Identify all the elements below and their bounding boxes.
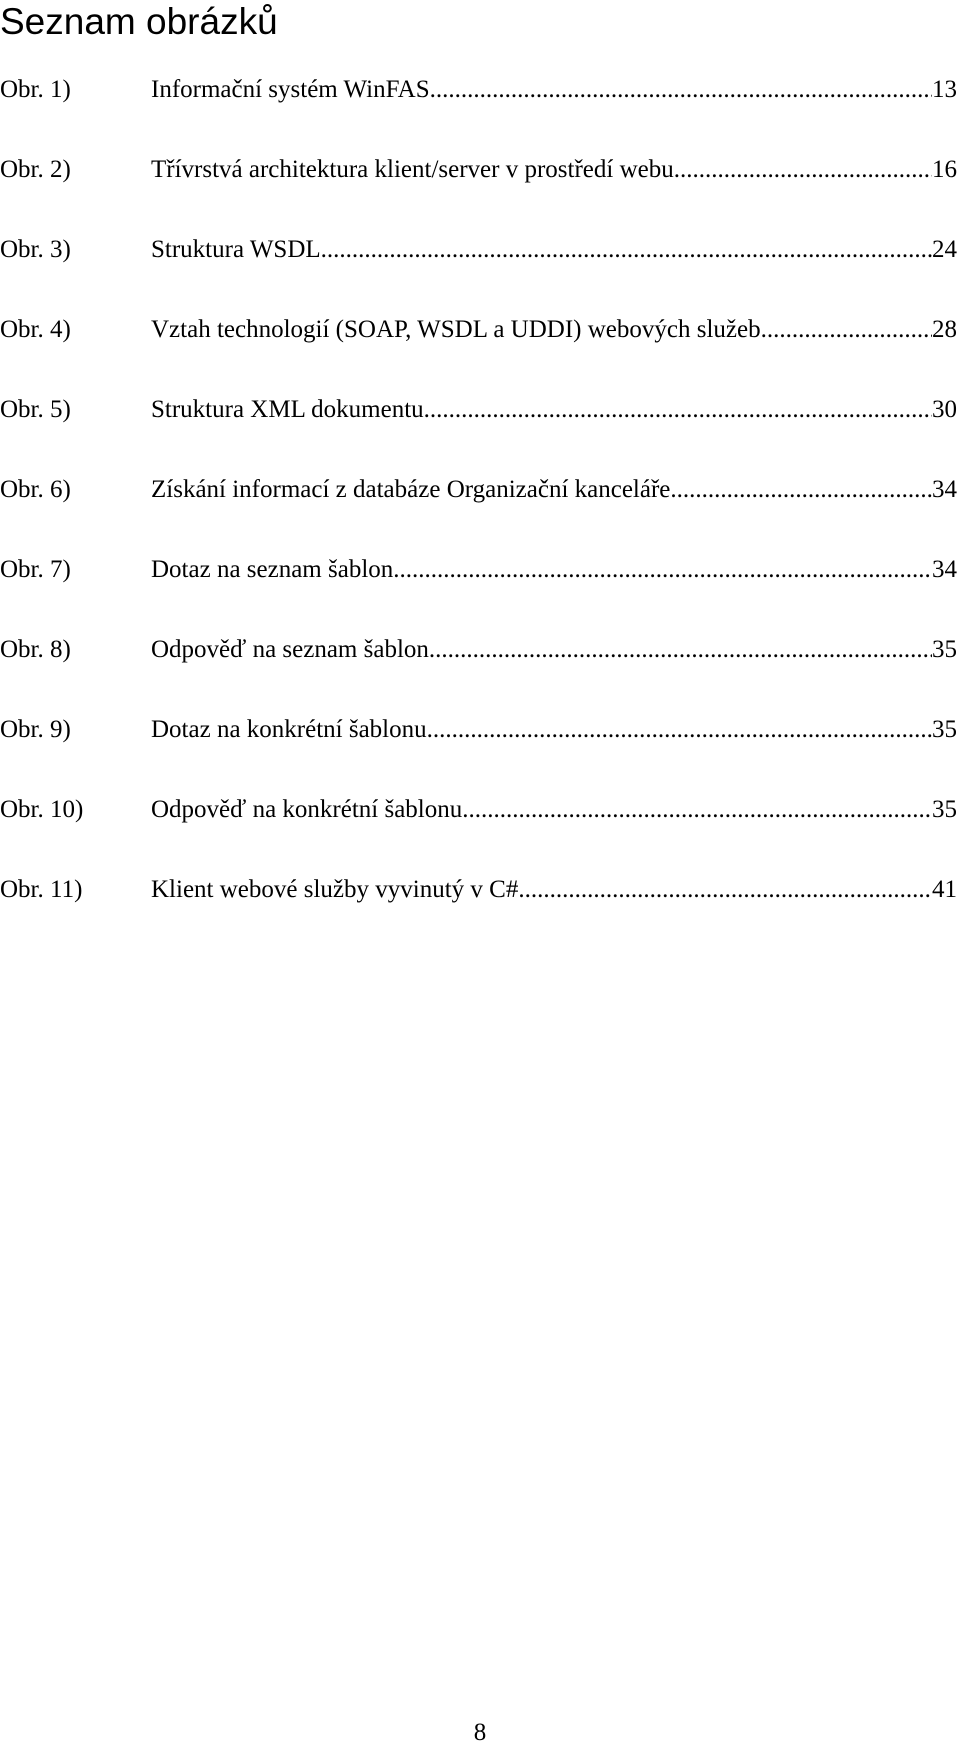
figure-number: Obr. 4) xyxy=(0,316,71,343)
figure-number: Obr. 9) xyxy=(0,716,71,743)
toc-entry[interactable] xyxy=(0,230,957,270)
toc-entry[interactable] xyxy=(0,630,957,670)
dot-leader xyxy=(518,870,932,910)
figure-caption: Třívrstvá architektura klient/server v prostředí webu xyxy=(151,156,674,183)
toc-entry[interactable] xyxy=(0,790,957,830)
figure-page: 13 xyxy=(932,76,957,103)
dot-leader xyxy=(761,310,932,350)
page-title: Seznam obrázků xyxy=(0,1,278,42)
dot-leader xyxy=(424,390,932,430)
figure-number: Obr. 6) xyxy=(0,476,71,503)
figure-page: 28 xyxy=(932,316,957,343)
figure-caption: Informační systém WinFAS xyxy=(151,76,430,103)
figure-page: 24 xyxy=(932,236,957,263)
toc-entry[interactable] xyxy=(0,150,957,190)
dot-leader xyxy=(462,790,932,830)
figure-caption: Odpověď na seznam šablon xyxy=(151,636,429,663)
dot-leader xyxy=(670,470,932,510)
figure-number: Obr. 3) xyxy=(0,236,71,263)
figure-page: 34 xyxy=(932,556,957,583)
figure-caption: Získání informací z databáze Organizační kanceláře xyxy=(151,476,671,503)
figure-page: 16 xyxy=(932,156,957,183)
dot-leader xyxy=(430,70,932,110)
toc-entry[interactable] xyxy=(0,550,957,590)
figure-caption: Odpověď na konkrétní šablonu xyxy=(151,796,463,823)
figure-number: Obr. 11) xyxy=(0,876,83,903)
figure-page: 30 xyxy=(932,396,957,423)
figure-caption: Struktura XML dokumentu xyxy=(151,396,424,423)
figure-page: 35 xyxy=(932,636,957,663)
figure-caption: Dotaz na konkrétní šablonu xyxy=(151,716,427,743)
toc-entry[interactable] xyxy=(0,70,957,110)
figure-caption: Dotaz na seznam šablon xyxy=(151,556,394,583)
list-of-figures xyxy=(0,70,957,910)
figure-caption: Vztah technologií (SOAP, WSDL a UDDI) webových služeb xyxy=(151,316,761,343)
toc-entry[interactable] xyxy=(0,470,957,510)
toc-entry[interactable] xyxy=(0,710,957,750)
figure-caption: Struktura WSDL xyxy=(151,236,321,263)
dot-leader xyxy=(674,150,932,190)
toc-entry[interactable] xyxy=(0,870,957,910)
figure-number: Obr. 2) xyxy=(0,156,71,183)
figure-page: 35 xyxy=(932,796,957,823)
figure-number: Obr. 10) xyxy=(0,796,84,823)
figure-number: Obr. 1) xyxy=(0,76,71,103)
dot-leader xyxy=(429,630,932,670)
dot-leader xyxy=(393,550,932,590)
figure-number: Obr. 8) xyxy=(0,636,71,663)
toc-entry[interactable] xyxy=(0,390,957,430)
figure-caption: Klient webové služby vyvinutý v C# xyxy=(151,876,519,903)
toc-entry[interactable] xyxy=(0,310,957,350)
figure-number: Obr. 5) xyxy=(0,396,71,423)
figure-number: Obr. 7) xyxy=(0,556,71,583)
figure-page: 35 xyxy=(932,716,957,743)
page-number: 8 xyxy=(473,1719,487,1746)
dot-leader xyxy=(427,710,932,750)
figure-page: 41 xyxy=(932,876,957,903)
dot-leader xyxy=(321,230,932,270)
figure-page: 34 xyxy=(932,476,957,503)
